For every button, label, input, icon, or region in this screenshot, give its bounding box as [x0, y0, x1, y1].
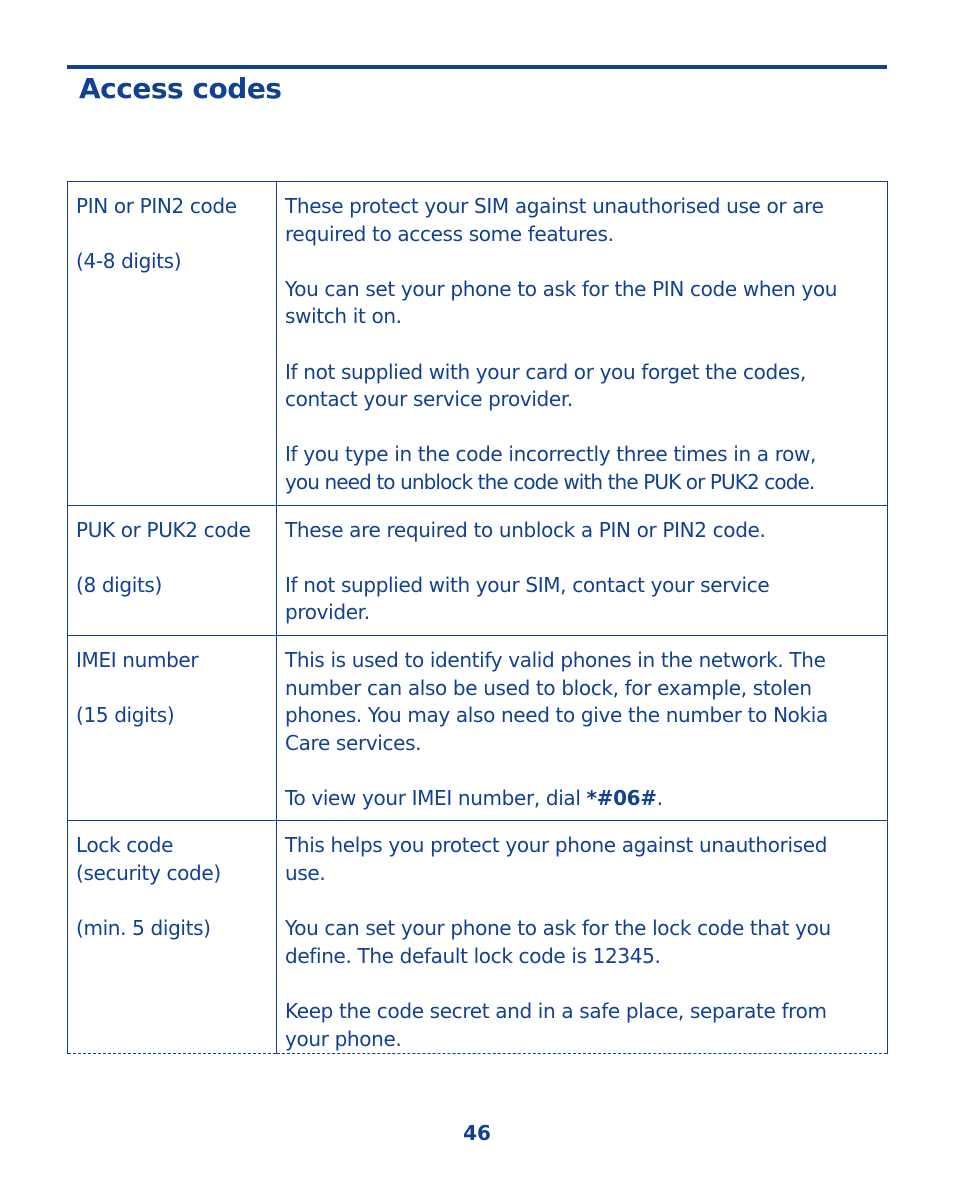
description-line: you need to unblock the code with the PUK or PUK2 code. [285, 469, 815, 494]
imei-dial-code: *#06# [586, 785, 657, 810]
code-digits: (15 digits) [76, 703, 175, 728]
description-line: contact your service provider. [285, 387, 573, 412]
description-line: your phone. [285, 1026, 402, 1051]
description-line: If you type in the code incorrectly three times in a row, [285, 442, 817, 467]
code-name: PUK or PUK2 code [76, 517, 251, 542]
table-row [68, 182, 888, 506]
code-name: IMEI number [76, 647, 199, 672]
description-line: Keep the code secret and in a safe place, separate from [285, 999, 827, 1024]
description-line: number can also be used to block, for example, stolen [285, 675, 812, 700]
description-line: If not supplied with your SIM, contact your service [285, 572, 770, 597]
table-row [68, 635, 888, 821]
top-rule [67, 65, 887, 69]
description-line: Care services. [285, 730, 422, 755]
code-name: (security code) [76, 861, 221, 886]
description-line: This helps you protect your phone against unauthorised [285, 833, 828, 858]
description-line: switch it on. [285, 304, 402, 329]
code-description-cell [277, 182, 888, 506]
dial-suffix: . [656, 785, 663, 810]
description-line: phones. You may also need to give the number to Nokia [285, 703, 828, 728]
table-row [68, 821, 888, 1054]
dial-prefix: To view your IMEI number, dial [285, 785, 587, 810]
code-digits: (8 digits) [76, 572, 162, 597]
access-codes-table [67, 181, 888, 1054]
code-description-cell [277, 635, 888, 821]
description-line: These are required to unblock a PIN or PIN2 code. [285, 517, 766, 542]
table-row [68, 505, 888, 635]
code-name-cell [68, 182, 277, 506]
description-line: You can set your phone to ask for the lock code that you [285, 916, 831, 941]
description-line: These protect your SIM against unauthorised use or are [285, 194, 824, 218]
description-line: If not supplied with your card or you forget the codes, [285, 359, 806, 384]
code-digits: (min. 5 digits) [76, 916, 211, 941]
code-description-cell [277, 505, 888, 635]
description-line: This is used to identify valid phones in the network. The [285, 647, 826, 672]
page-title: Access codes [79, 72, 282, 105]
code-digits: (4-8 digits) [76, 249, 182, 274]
code-name: PIN or PIN2 code [76, 194, 237, 218]
code-name: Lock code [76, 833, 174, 858]
description-line: provider. [285, 600, 370, 625]
code-name-cell [68, 821, 277, 1054]
imei-dial-instruction [285, 785, 879, 813]
description-line: You can set your phone to ask for the PIN code when you [285, 276, 838, 301]
description-line: required to access some features. [285, 221, 614, 246]
page-number: 46 [463, 1121, 491, 1145]
code-name-cell [68, 635, 277, 821]
description-line: use. [285, 861, 326, 886]
code-description-cell [277, 821, 888, 1054]
code-name-cell [68, 505, 277, 635]
description-line: define. The default lock code is 12345. [285, 943, 661, 968]
